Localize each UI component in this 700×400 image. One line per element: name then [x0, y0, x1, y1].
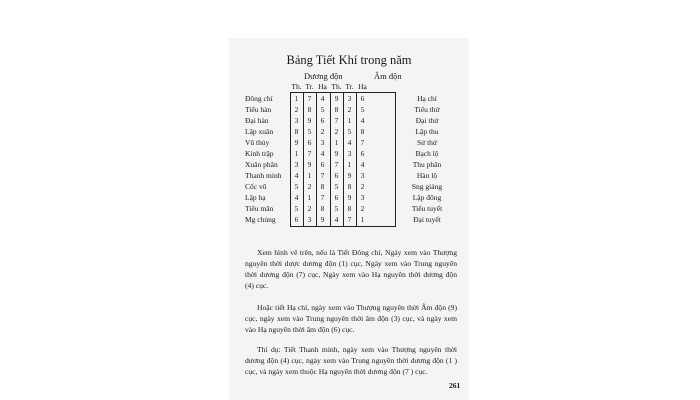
cell-value: 4 [334, 215, 339, 224]
cell-value: 2 [360, 182, 365, 191]
cell-value: 9 [307, 116, 312, 125]
table-row [229, 170, 469, 181]
solar-term-left: Đông chí [245, 94, 273, 103]
cell-value: 1 [360, 215, 365, 224]
group-header-am-don: Âm độn [374, 71, 402, 81]
table-row [229, 148, 469, 159]
cell-value: 4 [360, 116, 365, 125]
cell-value: 9 [320, 215, 325, 224]
cell-value: 2 [307, 204, 312, 213]
cell-value: 9 [347, 171, 352, 180]
solar-term-right: Hàn lộ [416, 171, 438, 180]
table-row [229, 126, 469, 137]
solar-term-right: Lập đông [412, 193, 442, 202]
cell-value: 3 [347, 149, 352, 158]
cell-value: 2 [360, 204, 365, 213]
solar-term-left: Xuân phân [245, 160, 278, 169]
cell-value: 3 [360, 171, 365, 180]
column-header: Th. [291, 82, 302, 91]
solar-term-right: Hạ chí [417, 94, 437, 103]
cell-value: 7 [307, 94, 312, 103]
cell-value: 3 [320, 138, 325, 147]
table-row [229, 181, 469, 192]
cell-value: 7 [334, 160, 339, 169]
cell-value: 9 [307, 160, 312, 169]
cell-value: 9 [347, 193, 352, 202]
cell-value: 8 [334, 105, 339, 114]
cell-value: 1 [334, 138, 339, 147]
column-header: Hạ [358, 82, 367, 91]
solar-term-right: Bạch lộ [415, 149, 439, 158]
solar-term-right: Lập thu [415, 127, 439, 136]
solar-term-right: Thu phân [412, 160, 442, 169]
column-header: Tr. [345, 82, 354, 91]
cell-value: 1 [347, 160, 352, 169]
cell-value: 2 [294, 105, 299, 114]
cell-value: 7 [307, 149, 312, 158]
cell-value: 8 [307, 105, 312, 114]
solar-term-left: Kinh trập [245, 149, 274, 158]
cell-value: 7 [347, 215, 352, 224]
solar-term-left: Vũ thủy [245, 138, 270, 147]
column-header: Th. [331, 82, 342, 91]
cell-value: 7 [334, 116, 339, 125]
book-page [229, 38, 469, 400]
cell-value: 1 [307, 193, 312, 202]
cell-value: 7 [360, 138, 365, 147]
solar-term-left: Tiểu mãn [245, 204, 274, 213]
cell-value: 2 [307, 182, 312, 191]
cell-value: 3 [294, 116, 299, 125]
cell-value: 1 [294, 94, 299, 103]
table-row [229, 214, 469, 225]
paragraph-3: Thí dụ: Tiết Thanh minh, ngày xem vào Thượng nguyên thời dương độn (4) cục, ngày xem vào Trung nguyên thời dương độn (1 ) cục, và ngày xem thuộc Hạ nguyên thời dương độn (7 ) cục. [245, 344, 457, 376]
cell-value: 8 [347, 182, 352, 191]
cell-value: 6 [360, 94, 365, 103]
cell-value: 5 [320, 105, 325, 114]
cell-value: 8 [347, 204, 352, 213]
table-row [229, 115, 469, 126]
table-row [229, 93, 469, 104]
cell-value: 8 [294, 127, 299, 136]
cell-value: 1 [294, 149, 299, 158]
cell-value: 6 [294, 215, 299, 224]
cell-value: 5 [307, 127, 312, 136]
group-header-duong-don: Dương độn [304, 71, 343, 81]
cell-value: 5 [334, 182, 339, 191]
table-row [229, 104, 469, 115]
cell-value: 6 [334, 171, 339, 180]
table-row [229, 192, 469, 203]
solar-term-left: Cốc vũ [245, 182, 267, 191]
cell-value: 4 [294, 193, 299, 202]
cell-value: 6 [307, 138, 312, 147]
solar-term-right: Tiểu thử [414, 105, 440, 114]
cell-value: 3 [294, 160, 299, 169]
cell-value: 3 [307, 215, 312, 224]
cell-value: 4 [347, 138, 352, 147]
cell-value: 5 [294, 182, 299, 191]
cell-value: 1 [347, 116, 352, 125]
column-header: Tr. [305, 82, 314, 91]
cell-value: 8 [320, 204, 325, 213]
cell-value: 6 [360, 149, 365, 158]
cell-value: 5 [360, 105, 365, 114]
cell-value: 1 [307, 171, 312, 180]
cell-value: 9 [334, 94, 339, 103]
table-row [229, 203, 469, 214]
cell-value: 4 [320, 149, 325, 158]
solar-term-right: Đại tuyết [413, 215, 441, 224]
cell-value: 5 [347, 127, 352, 136]
solar-term-left: Thanh minh [245, 171, 282, 180]
cell-value: 8 [320, 182, 325, 191]
solar-term-left: Lập hạ [245, 193, 266, 202]
solar-term-left: Đại hàn [245, 116, 269, 125]
cell-value: 4 [294, 171, 299, 180]
cell-value: 2 [347, 105, 352, 114]
cell-value: 6 [334, 193, 339, 202]
cell-value: 5 [334, 204, 339, 213]
cell-value: 6 [320, 160, 325, 169]
solar-term-right: Tiểu tuyết [411, 204, 443, 213]
solar-term-left: Lập xuân [245, 127, 274, 136]
table-title: Bảng Tiết Khí trong năm [286, 53, 412, 67]
solar-term-left: Mg chủng [245, 215, 276, 224]
cell-value: 9 [334, 149, 339, 158]
cell-value: 5 [294, 204, 299, 213]
cell-value: 7 [320, 193, 325, 202]
cell-value: 8 [360, 127, 365, 136]
solar-term-left: Tiểu hàn [245, 105, 272, 114]
cell-value: 4 [360, 160, 365, 169]
solar-term-right: Sng giáng [411, 182, 443, 191]
table-row [229, 159, 469, 170]
cell-value: 2 [334, 127, 339, 136]
cell-value: 9 [294, 138, 299, 147]
cell-value: 2 [320, 127, 325, 136]
cell-value: 4 [320, 94, 325, 103]
paragraph-2: Hoặc tiết Hạ chí, ngày xem vào Thượng nguyên thời Âm độn (9) cục, ngày xem vào Trung nguyên thời âm độn (3) cục, và ngày xem vào Hạ nguyên thời âm độn (6) cục. [245, 302, 457, 334]
column-header: Hạ [318, 82, 327, 91]
solar-term-right: Đại thử [415, 116, 439, 125]
page-number: 261 [449, 381, 461, 390]
table-row [229, 137, 469, 148]
paragraph-1: Xem hình vẽ trên, nếu là Tiết Đông chí, Ngày xem vào Thượng nguyên thời dược dương độn (1) cục, Ngày xem vào Trung nguyên thời dương độn (7) cục, Ngày xem vào Hạ nguyên thời dương độn (4) cục. [245, 247, 457, 290]
cell-value: 3 [347, 94, 352, 103]
solar-term-right: Sử thử [416, 138, 437, 147]
cell-value: 6 [320, 116, 325, 125]
cell-value: 3 [360, 193, 365, 202]
cell-value: 7 [320, 171, 325, 180]
